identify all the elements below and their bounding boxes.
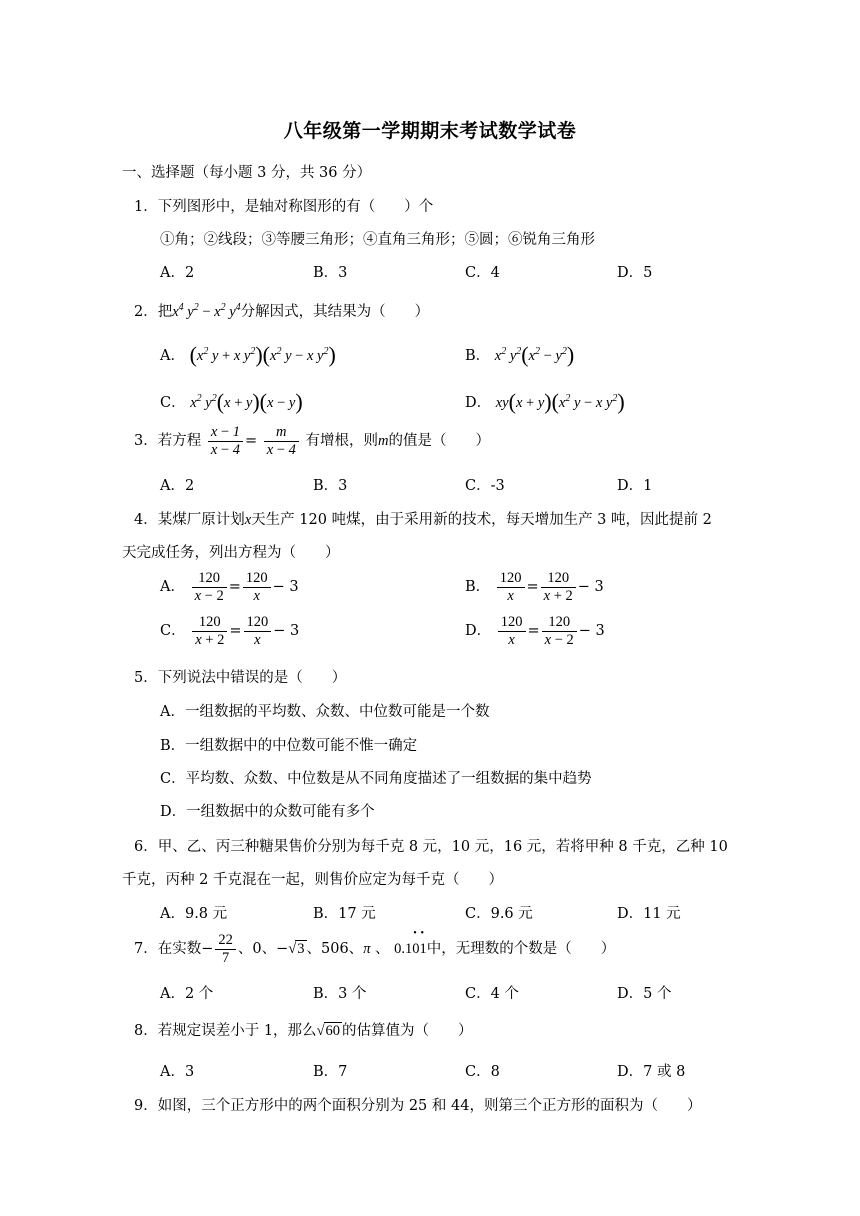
- question-6-option-a: A．9.8 元: [160, 906, 228, 922]
- question-4-stem-line2: 天完成任务，列出方程为（ ）: [122, 545, 340, 561]
- question-4-a-frac1: $\frac{120}{x - 2}$: [192, 570, 227, 604]
- question-2-option-d: [465, 389, 625, 415]
- question-4-option-b: B． $\frac{120}{x}$ = $\frac{120}{x + 2}$ − 3: [465, 570, 604, 604]
- question-8-option-a: A．3: [160, 1064, 195, 1080]
- question-5-option-c: C．平均数、众数、中位数是从不同角度描述了一组数据的集中趋势: [160, 771, 592, 787]
- question-7-mid: 、0、: [237, 941, 277, 958]
- question-2-math-d: $xy(x + y)(x^2$ y − x $y^2$): [495, 389, 625, 414]
- question-8-prefix: 8．若规定误差小于 1，那么: [134, 1023, 317, 1039]
- question-4-b-frac2: $\frac{120}{x + 2}$: [541, 570, 576, 604]
- question-2-math-c: $x^2$ $y^2(x + y)(x - y)$: [190, 389, 303, 414]
- question-3-fraction-right: $\frac{m}{x - 4}$: [264, 424, 299, 458]
- question-2-option-a: [160, 342, 336, 368]
- question-7-option-c: C．4 个: [465, 986, 519, 1002]
- question-7-option-a: A．2 个: [160, 986, 214, 1002]
- question-4-b-frac1: $\frac{120}{x}$: [497, 570, 525, 604]
- question-8-suffix: 的估算值为（ ）: [342, 1023, 473, 1039]
- question-4-option-d: D． $\frac{120}{x}$ = $\frac{120}{x - 2}$ − 3: [465, 614, 605, 648]
- question-7-repeating-decimal: 0.10 •1 •: [394, 941, 427, 957]
- question-4-a-frac2: $\frac{120}{x}$: [243, 570, 271, 604]
- question-4-c-frac2: $\frac{120}{x}$: [244, 614, 272, 648]
- question-4-var: x: [244, 512, 252, 528]
- question-4-label-b: B．: [465, 579, 491, 596]
- question-1-option-d: D．5: [617, 265, 653, 281]
- question-2-label-a: A．: [160, 348, 185, 364]
- question-6-option-c: C．9.6 元: [465, 906, 533, 922]
- question-2-label-d: D．: [465, 395, 492, 411]
- question-3-option-a: A．2: [160, 478, 195, 494]
- question-4-stem-line1: [134, 508, 712, 529]
- question-4-option-a: A． $\frac{120}{x - 2}$ = $\frac{120}{x}$ − 3: [160, 570, 299, 604]
- question-2-math-a: ($x^2$ y + x $y^2)(x^2$ y − x $y^2$): [189, 342, 336, 367]
- question-3-option-c: C．-3: [465, 478, 505, 494]
- question-8-sqrt: 60: [325, 1023, 341, 1039]
- question-8-option-d: D．7 或 8: [617, 1064, 686, 1080]
- question-3-prefix: 3．若方程: [134, 433, 202, 450]
- question-7-fraction: $\frac{22}{7}$: [215, 932, 236, 966]
- question-2-suffix: 分解因式，其结果为（ ）: [240, 304, 430, 320]
- question-2-math-b: $x^2$ $y^2(x^2 - y^2)$: [494, 342, 575, 367]
- question-6-option-d: D．11 元: [617, 906, 681, 922]
- question-6-stem-line2: 千克，丙种 2 千克混在一起，则售价应定为每千克（ ）: [122, 872, 503, 888]
- question-4-c-frac1: $\frac{120}{x + 2}$: [192, 614, 227, 648]
- question-7-option-d: D．5 个: [617, 986, 672, 1002]
- page-title: 八年级第一学期期末考试数学试卷: [283, 120, 577, 142]
- question-5-option-b: B．一组数据中的中位数可能不惟一确定: [160, 738, 418, 754]
- question-4-label-c: C．: [160, 623, 186, 640]
- question-1-stem: 1．下列图形中，是轴对称图形的有（ ）个: [134, 199, 434, 215]
- question-4-option-c: C． $\frac{120}{x + 2}$ = $\frac{120}{x}$ − 3: [160, 614, 300, 648]
- question-1-option-b: B．3: [313, 265, 348, 281]
- question-4-text-a: 4．某煤厂原计划: [134, 512, 245, 528]
- question-1-option-c: C．4: [465, 265, 500, 281]
- question-2-option-b: [465, 342, 574, 368]
- question-2-expression: $x^4$ $y^2 - x^2$ $y^4$: [172, 302, 241, 320]
- question-4-d-frac1: $\frac{120}{x}$: [498, 614, 526, 648]
- question-7-suffix: 中，无理数的个数是（ ）: [426, 941, 616, 958]
- question-4-text-b: 天生产 120 吨煤，由于采用新的技术，每天增加生产 3 吨，因此提前 2: [251, 512, 712, 528]
- question-6-stem-line1: 6．甲、乙、丙三种糖果售价分别为每千克 8 元，10 元，16 元，若将甲种 8 千克，乙种 10: [134, 839, 728, 855]
- question-5-option-a: A．一组数据的平均数、众数、中位数可能是一个数: [160, 704, 490, 720]
- question-2-label-c: C．: [160, 395, 186, 411]
- question-3-option-b: B．3: [313, 478, 348, 494]
- question-4-d-frac2: $\frac{120}{x - 2}$: [542, 614, 577, 648]
- question-3-suffix-b: 的值是（ ）: [388, 433, 490, 450]
- question-8-option-b: B．7: [313, 1064, 348, 1080]
- question-3-fraction-left: $\frac{x - 1}{x - 4}$: [208, 424, 243, 458]
- question-3-var: m: [377, 433, 389, 450]
- question-4-label-d: D．: [465, 623, 492, 640]
- question-1-detail: ①角；②线段；③等腰三角形；④直角三角形；⑤圆；⑥锐角三角形: [160, 232, 595, 248]
- question-7-mid2: 、506、: [306, 941, 364, 958]
- question-3-suffix-a: 有增根，则: [305, 433, 378, 450]
- question-3-option-d: D．1: [617, 478, 653, 494]
- question-7-stem: 7．在实数− $\frac{22}{7}$ 、0、−√3 、506、π 、 0.10 •1 •中，无理数的个数是（ ）: [134, 932, 615, 966]
- question-5-option-d: D．一组数据中的众数可能有多个: [160, 804, 375, 820]
- question-2-label-b: B．: [465, 348, 491, 364]
- question-7-prefix: 7．在实数: [134, 941, 202, 958]
- question-2-prefix: 2．把: [134, 304, 173, 320]
- section-heading: 一、选择题（每小题 3 分，共 36 分）: [122, 165, 372, 181]
- question-2-option-c: [160, 389, 303, 415]
- question-5-stem: 5．下列说法中错误的是（ ）: [134, 670, 347, 686]
- question-2-stem: [134, 300, 429, 321]
- question-3-stem: 3．若方程 $\frac{x - 1}{x - 4}$ = $\frac{m}{x - 4}$ 有增根，则m的值是（ ）: [134, 424, 490, 458]
- question-8-stem: 8．若规定误差小于 1，那么√60 的估算值为（ ）: [134, 1023, 473, 1039]
- question-7-sqrt: 3: [297, 941, 305, 958]
- question-8-option-c: C．8: [465, 1064, 500, 1080]
- question-9-stem: 9．如图，三个正方形中的两个面积分别为 25 和 44，则第三个正方形的面积为（ ）: [134, 1098, 702, 1114]
- question-7-option-b: B．3 个: [313, 986, 367, 1002]
- question-4-label-a: A．: [160, 579, 185, 596]
- pi-symbol: π: [363, 941, 371, 958]
- question-1-option-a: A．2: [160, 265, 195, 281]
- question-6-option-b: B．17 元: [313, 906, 376, 922]
